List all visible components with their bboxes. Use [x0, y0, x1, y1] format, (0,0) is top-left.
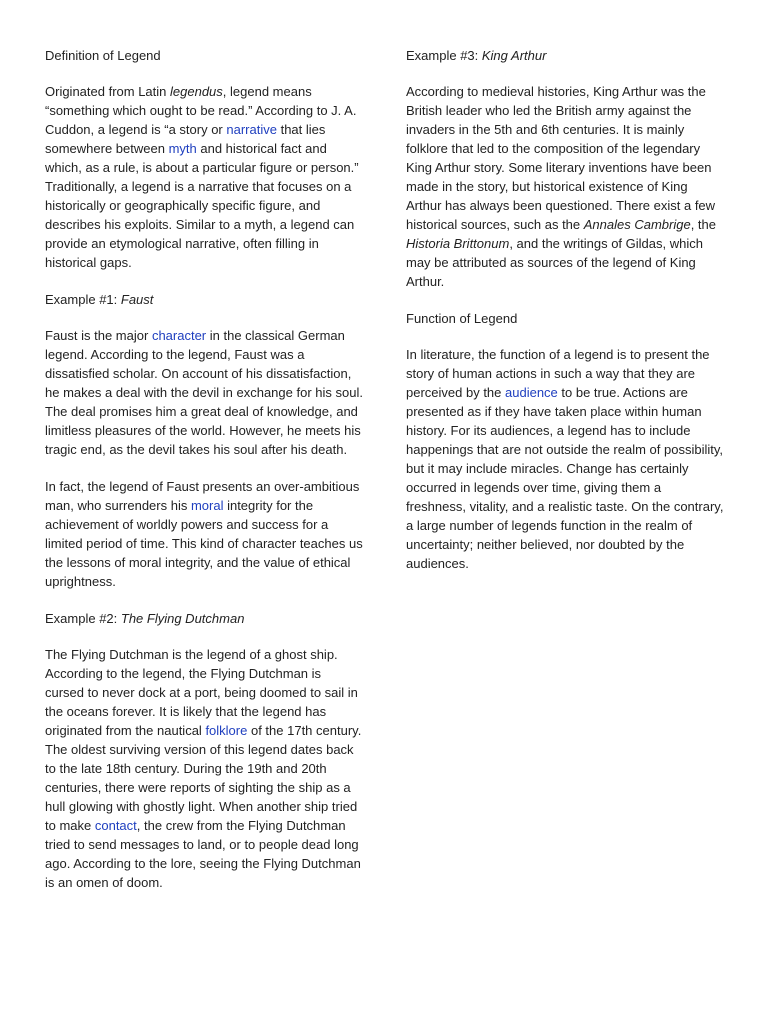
contact-link[interactable]: contact [94, 818, 137, 833]
myth-link[interactable]: myth [168, 141, 197, 156]
audience-link[interactable]: audience [505, 385, 558, 400]
definition-paragraph: Originated from Latin legendus, legend means “something which ought to be read.” According to J. A. Cuddon, a legend is “a story or narrative that lies somewhere between myth and historical fact and which, as a rule, is about a particular figure or person.” Traditionally, a legend is a narrative that focuses on a historically or geographically specific figure, and describes his exploits. Similar to a myth, a legend can provide an etymological narrative, often filling in historical gaps. [45, 84, 359, 270]
example1-paragraph-2: In fact, the legend of Faust presents an over-ambitious man, who surrenders his moral integrity for the achievement of worldly powers and success for a limited period of time. This kind of character teaches us the lessons of moral integrity, and the value of ethical uprightness. [45, 479, 363, 589]
right-column [406, 46, 724, 573]
left-column [45, 46, 363, 892]
example3-heading: Example #3: King Arthur [406, 48, 547, 63]
example1-heading: Example #1: Faust [45, 292, 154, 307]
moral-link[interactable]: moral [190, 498, 224, 513]
example2-heading: Example #2: The Flying Dutchman [45, 611, 245, 626]
example1-paragraph-1: Faust is the major character in the classical German legend. According to the legend, Faust was a dissatisfied scholar. On account of his dissatisfaction, he makes a deal with the devil in exchange for his soul. The deal promises him a great deal of knowledge, and limitless pleasures of the world. However, he meets his tragic end, as the devil takes his soul after his death. [45, 328, 363, 457]
definition-heading: Definition of Legend [45, 48, 161, 63]
example2-paragraph: The Flying Dutchman is the legend of a ghost ship. According to the legend, the Flying Dutchman is cursed to never dock at a port, being doomed to sail in the oceans forever. It is likely that the legend has originated from the nautical folklore of the 17th century. The oldest surviving version of this legend dates back to the late 18th century. During the 19th and 20th centuries, there were reports of sighting the ship as a hull glowing with ghostly light. When another ship tried to make contact, the crew from the Flying Dutchman tried to send messages to land, or to people dead long ago. According to the lore, seeing the Flying Dutchman is an omen of doom. [45, 647, 362, 890]
character-link[interactable]: character [151, 328, 207, 343]
function-paragraph: In literature, the function of a legend is to present the story of human actions in such a way that they are perceived by the audience to be true. Actions are presented as if they have taken place within human history. For its audiences, a legend has to include happenings that are not outside the realm of possibility, but it may include miracles. Change has certainly occurred in legends over time, giving them a freshness, vitality, and a realistic taste. On the contrary, a large number of legends function in the realm of uncertainty; neither believed, nor doubted by the audiences. [406, 347, 724, 571]
narrative-link[interactable]: narrative [226, 122, 277, 137]
function-heading: Function of Legend [406, 311, 518, 326]
folklore-link[interactable]: folklore [205, 723, 248, 738]
example3-paragraph: According to medieval histories, King Arthur was the British leader who led the British army against the invaders in the 5th and 6th centuries. It is mainly folklore that led to the composition of the legendary King Arthur story. Some literary inventions have been made in the story, but historical existence of King Arthur has always been questioned. There exist a few historical sources, such as the Annales Cambrige, the Historia Brittonum, and the writings of Gildas, which may be attributed as sources of the legend of King Arthur. [406, 84, 716, 289]
